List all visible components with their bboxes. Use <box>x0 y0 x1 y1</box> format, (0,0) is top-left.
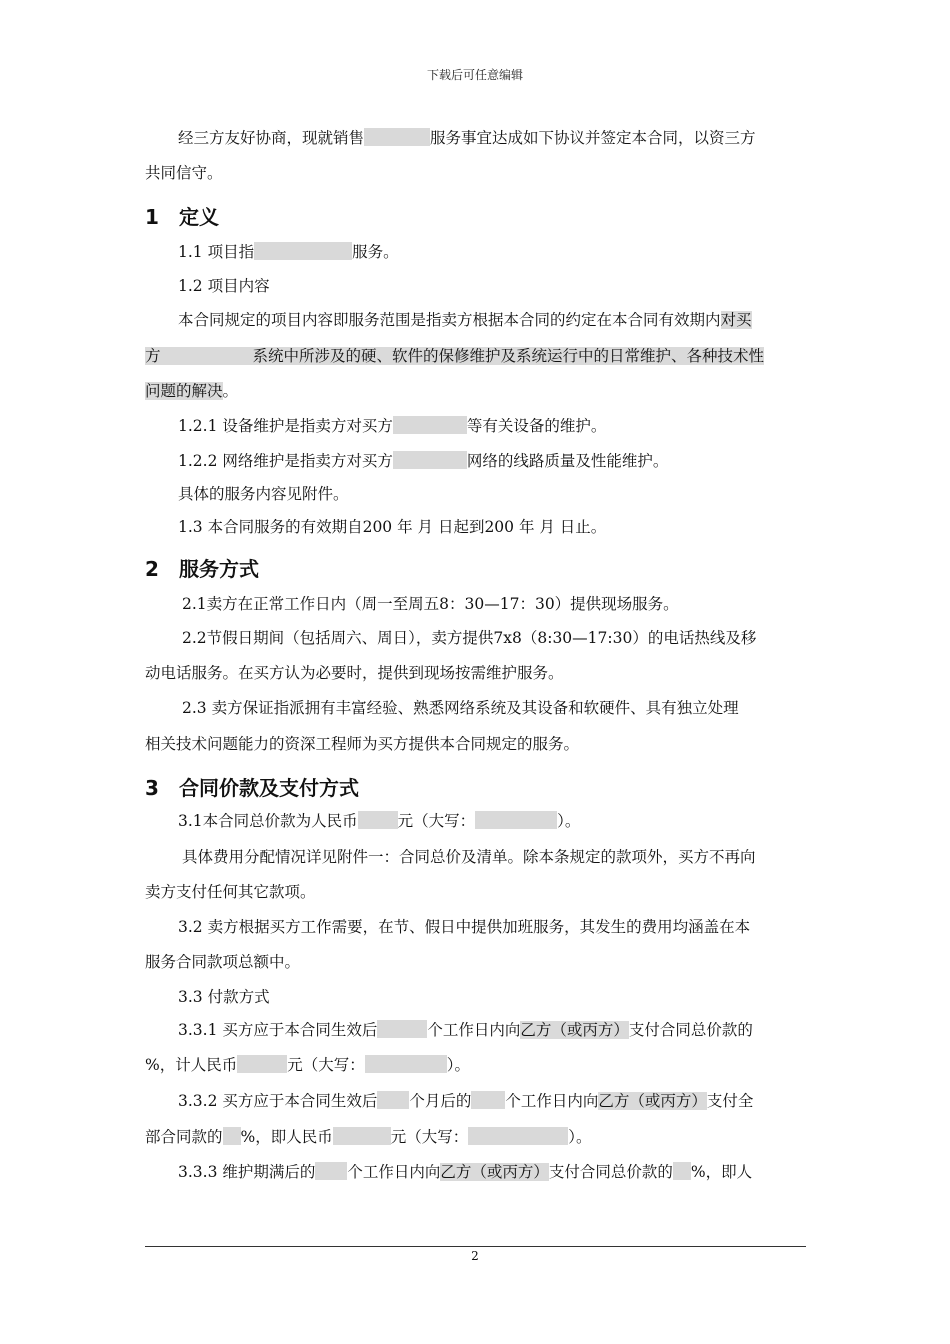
clause-3-1-detail-1: 具体费用分配情况详见附件一：合同总价及清单。除本条规定的款项外，买方不再向 <box>182 848 756 866</box>
clause-1-2-line-3 <box>145 380 238 402</box>
clause-1-2-2 <box>178 450 668 472</box>
blank-field <box>237 1055 287 1073</box>
clause-text: 系统中所涉及的硬、软件的保修维护及系统运行中的日常维护、各种技术性 <box>252 347 765 365</box>
blank-field <box>333 1127 391 1145</box>
clause-2-2-line-1: 2.2节假日期间（包括周六、周日），卖方提供7x8（8:30—17:30）的电话热线及移 <box>182 629 757 647</box>
clause-text: 个工作日内向 <box>505 1092 599 1110</box>
clause-1-3: 1.3 本合同服务的有效期自200 年 月 日起到200 年 月 日止。 <box>178 518 607 536</box>
clause-3-1-detail-2: 卖方支付任何其它款项。 <box>145 883 316 901</box>
highlighted-text: 问题的解决 <box>145 382 223 400</box>
clause-1-2-note: 具体的服务内容见附件。 <box>178 485 349 503</box>
clause-text: 3.1本合同总价款为人民币 <box>178 812 358 830</box>
blank-field <box>468 1127 568 1145</box>
blank-field <box>393 416 467 434</box>
clause-text: 方 <box>145 347 161 365</box>
clause-text: 元（大写： <box>390 1128 469 1146</box>
clause-text: 元（大写： <box>287 1056 365 1074</box>
clause-2-3-line-2: 相关技术问题能力的资深工程师为买方提供本合同规定的服务。 <box>145 735 580 753</box>
clause-text: 3.3.1 买方应于本合同生效后 <box>178 1021 378 1039</box>
clause-text: %，即人民币 <box>240 1128 333 1146</box>
blank-field <box>673 1162 691 1180</box>
blank-field <box>475 811 557 829</box>
clause-text: 。 <box>222 382 239 400</box>
clause-text: 1.2.1 设备维护是指卖方对买方 <box>178 417 393 435</box>
page-header: 下载后可任意编辑 <box>426 68 523 82</box>
clause-3-3-1-line-2 <box>145 1054 470 1076</box>
clause-1-1 <box>178 241 399 263</box>
blank-field <box>358 811 398 829</box>
clause-text: 服务。 <box>352 243 399 261</box>
clause-2-2-line-2: 动电话服务。在买方认为必要时，提供到现场按需维护服务。 <box>145 664 564 682</box>
clause-text: 网络的线路质量及性能维护。 <box>466 452 669 470</box>
clause-3-1 <box>178 810 580 832</box>
highlighted-text: 对买 <box>720 311 752 329</box>
section-2-heading <box>145 556 259 582</box>
clause-text: 个月后的 <box>409 1092 472 1110</box>
blank-field <box>393 451 467 469</box>
clause-text: 支付全 <box>706 1092 754 1110</box>
clause-text: ）。 <box>568 1128 592 1146</box>
highlighted-text: 乙方（或丙方） <box>598 1092 707 1110</box>
blank-field <box>377 1091 409 1109</box>
clause-text: %，计人民币 <box>145 1056 238 1074</box>
clause-text: 3.3.2 买方应于本合同生效后 <box>178 1092 378 1110</box>
clause-text: 支付合同总价款的 <box>628 1021 753 1039</box>
clause-text: 个工作日内向 <box>427 1021 521 1039</box>
intro-line-1 <box>178 127 756 149</box>
clause-text: 元（大写： <box>397 812 476 830</box>
page-number: 2 <box>471 1249 479 1263</box>
clause-2-1: 2.1卖方在正常工作日内（周一至周五8：30—17：30）提供现场服务。 <box>182 595 679 613</box>
blank-field <box>223 1127 241 1145</box>
clause-text: 本合同规定的项目内容即服务范围是指卖方根据本合同的约定在本合同有效期内 <box>178 311 721 329</box>
section-1-heading <box>145 204 219 230</box>
clause-text: %，即人 <box>690 1163 753 1181</box>
highlighted-text: 乙方（或丙方） <box>440 1163 549 1181</box>
blank-field <box>471 1091 505 1109</box>
blank-field <box>254 242 352 260</box>
footer-divider <box>145 1246 806 1247</box>
clause-1-2-line-1 <box>178 309 752 331</box>
intro-line-2: 共同信守。 <box>145 164 223 182</box>
clause-1-2-line-2 <box>145 345 764 367</box>
clause-3-3-3-line-1 <box>178 1161 752 1183</box>
clause-2-3-line-1: 2.3 卖方保证指派拥有丰富经验、熟悉网络系统及其设备和软硬件、具有独立处理 <box>182 699 739 717</box>
clause-3-3-2-line-2 <box>145 1126 592 1148</box>
section-number: 1 <box>145 205 159 229</box>
clause-3-3-2-line-1 <box>178 1090 753 1112</box>
clause-1-2-1 <box>178 415 606 437</box>
blank-field <box>364 128 430 146</box>
blank-field <box>377 1020 427 1038</box>
clause-text: 个工作日内向 <box>347 1163 441 1181</box>
section-number: 3 <box>145 776 159 800</box>
clause-text: 3.3.3 维护期满后的 <box>178 1163 316 1181</box>
clause-text: 1.2.2 网络维护是指卖方对买方 <box>178 452 393 470</box>
section-title: 服务方式 <box>179 557 259 581</box>
highlighted-text <box>145 347 764 365</box>
clause-3-2-line-2: 服务合同款项总额中。 <box>145 953 301 971</box>
clause-text: 部合同款的 <box>145 1128 223 1146</box>
blank-field <box>365 1055 447 1073</box>
clause-3-2-line-1: 3.2 卖方根据买方工作需要，在节、假日中提供加班服务，其发生的费用均涵盖在本 <box>178 918 751 936</box>
clause-1-2: 1.2 项目内容 <box>178 277 270 295</box>
section-title: 合同价款及支付方式 <box>179 776 359 800</box>
clause-text: 等有关设备的维护。 <box>466 417 607 435</box>
clause-text: 1.1 项目指 <box>178 243 255 261</box>
intro-text-a: 经三方友好协商，现就销售 <box>178 129 365 147</box>
clause-text: ）。 <box>446 1056 471 1074</box>
section-number: 2 <box>145 557 159 581</box>
clause-3-3: 3.3 付款方式 <box>178 988 270 1006</box>
highlighted-text: 乙方（或丙方） <box>520 1021 629 1039</box>
clause-text: 支付合同总价款的 <box>548 1163 673 1181</box>
section-3-heading <box>145 775 359 801</box>
section-title: 定义 <box>179 205 219 229</box>
clause-text: ）。 <box>557 812 581 830</box>
blank-field <box>315 1162 347 1180</box>
intro-text-b: 服务事宜达成如下协议并签定本合同，以资三方 <box>430 129 756 147</box>
clause-3-3-1-line-1 <box>178 1019 753 1041</box>
